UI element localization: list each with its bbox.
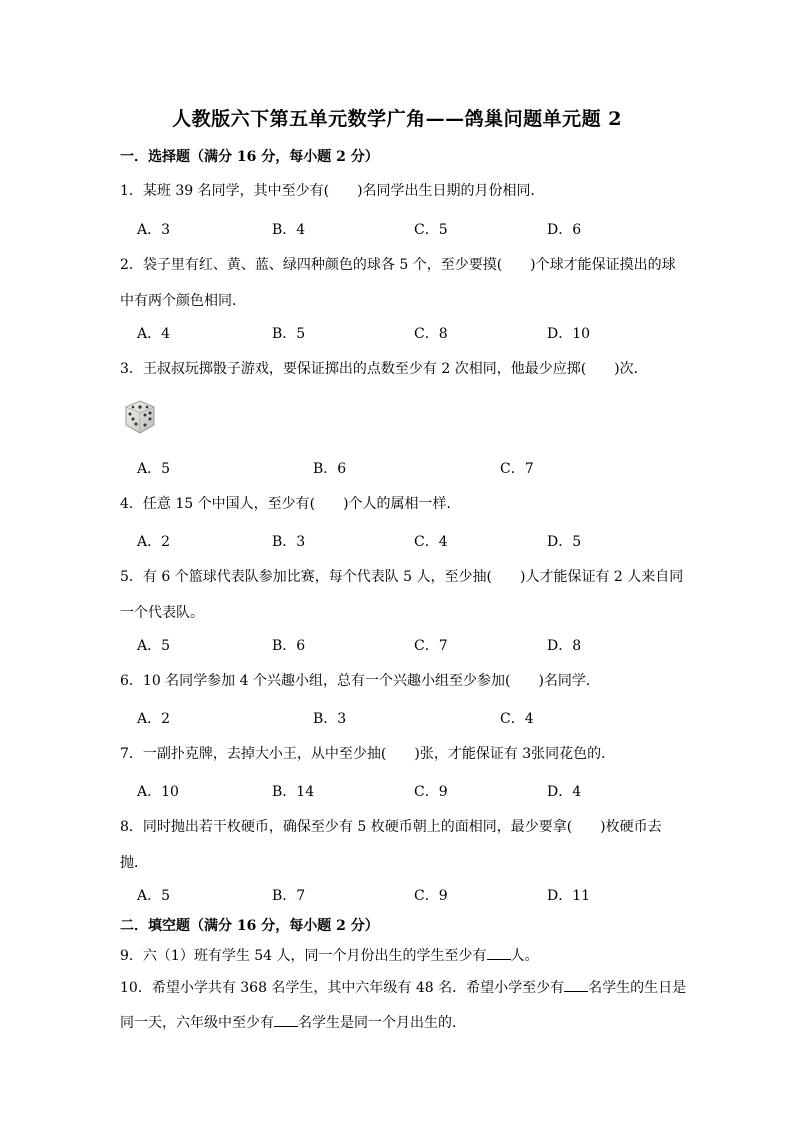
question-5-option-d: D．8 [547, 638, 582, 654]
question-2-text-cont: 中有两个颜色相同． [120, 293, 246, 309]
question-1-option-a: A．3 [137, 222, 171, 238]
question-7-option-d: D．4 [547, 784, 582, 800]
dice-icon [120, 397, 160, 437]
question-9-text-after: 人。 [510, 948, 539, 964]
question-10-text-after: 名学生的生日是 [588, 980, 687, 996]
question-3-option-b: B．6 [313, 461, 347, 477]
question-6-option-a: A．2 [137, 711, 171, 727]
question-5-text-cont: 一个代表队。 [120, 605, 204, 621]
question-3-option-c: C．7 [500, 461, 534, 477]
question-8-text: 8．同时抛出若干枚硬币，确保至少有 5 枚硬币朝上的面相同，最少要拿( )枚硬币去 [120, 819, 662, 835]
section-1-heading: 一．选择题（满分 16 分，每小题 2 分） [120, 149, 379, 165]
question-1-option-b: B．4 [272, 222, 306, 238]
question-4-option-a: A．2 [137, 534, 171, 550]
question-9-text [120, 945, 680, 965]
section-2-heading: 二．填空题（满分 16 分，每小题 2 分） [120, 918, 379, 934]
question-4-option-c: C．4 [414, 534, 448, 550]
question-10-cont-after: 名学生是同一个月出生的． [298, 1015, 466, 1031]
question-2-text: 2．袋子里有红、黄、蓝、绿四种颜色的球各 5 个，至少要摸( )个球才能保证摸出的球 [120, 257, 676, 273]
answer-blank [487, 947, 511, 960]
question-5-option-a: A．5 [137, 638, 171, 654]
question-7-option-c: C．9 [414, 784, 448, 800]
question-2-option-b: B．5 [272, 326, 306, 342]
question-8-option-b: B．7 [272, 888, 306, 904]
question-10-text-before: 10．希望小学共有 368 名学生，其中六年级有 48 名．希望小学至少有 [120, 980, 565, 996]
question-5-option-c: C．7 [414, 638, 448, 654]
question-5-option-b: B．6 [272, 638, 306, 654]
question-6-text: 6．10 名同学参加 4 个兴趣小组，总有一个兴趣小组至少参加( )名同学． [120, 673, 600, 689]
question-8-option-c: C．9 [414, 888, 448, 904]
question-4-option-b: B．3 [272, 534, 306, 550]
answer-blank [564, 979, 588, 992]
question-10-cont-before: 同一天，六年级中至少有 [120, 1015, 274, 1031]
question-8-option-d: D．11 [547, 888, 591, 904]
question-7-option-a: A．10 [137, 784, 179, 800]
question-7-text: 7．一副扑克牌，去掉大小王，从中至少抽( )张，才能保证有 3张同花色的． [120, 746, 616, 762]
question-3-text: 3．王叔叔玩掷骰子游戏，要保证掷出的点数至少有 2 次相同，他最少应掷( )次． [120, 361, 648, 377]
question-10-text-cont [120, 1012, 680, 1032]
question-1-option-d: D．6 [547, 222, 582, 238]
answer-blank [274, 1014, 298, 1027]
question-9-text-before: 9．六（1）班有学生 54 人，同一个月份出生的学生至少有 [120, 948, 487, 964]
question-8-option-a: A．5 [137, 888, 171, 904]
question-2-option-d: D．10 [547, 326, 591, 342]
question-1-text: 1．某班 39 名同学，其中至少有( )名同学出生日期的月份相同． [120, 183, 545, 199]
question-8-text-cont: 抛． [120, 855, 148, 871]
question-3-option-a: A．5 [137, 461, 171, 477]
question-4-text: 4．任意 15 个中国人，至少有( )个人的属相一样． [120, 496, 461, 512]
question-4-option-d: D．5 [547, 534, 582, 550]
question-6-option-c: C．4 [500, 711, 534, 727]
question-1-option-c: C．5 [414, 222, 448, 238]
question-7-option-b: B．14 [272, 784, 315, 800]
page-title: 人教版六下第五单元数学广角——鸽巢问题单元题 2 [172, 108, 622, 130]
question-2-option-a: A．4 [137, 326, 171, 342]
question-6-option-b: B．3 [313, 711, 347, 727]
question-5-text: 5．有 6 个篮球代表队参加比赛，每个代表队 5 人，至少抽( )人才能保证有 2 人来自同 [120, 569, 684, 585]
question-10-text [120, 977, 687, 997]
question-2-option-c: C．8 [414, 326, 448, 342]
